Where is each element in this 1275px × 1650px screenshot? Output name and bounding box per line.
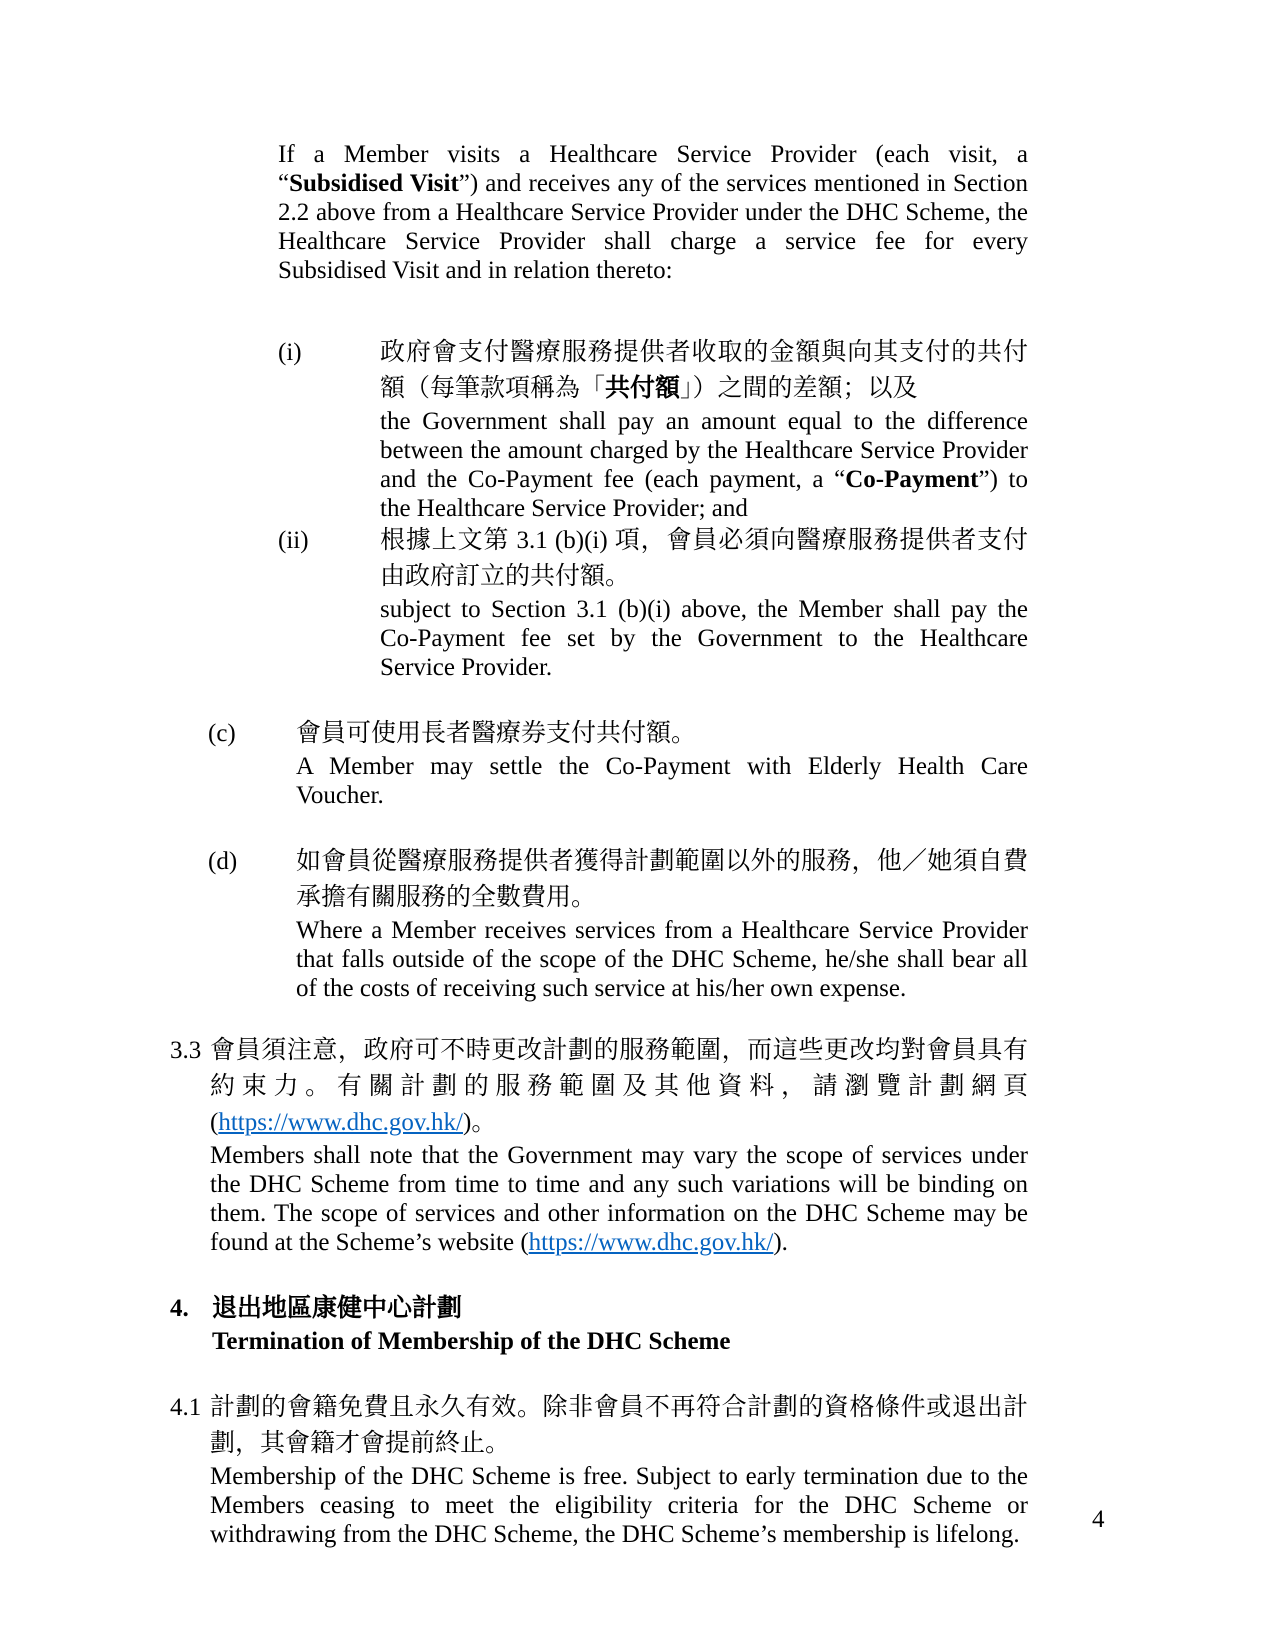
list-item-d-english: Where a Member receives services from a Healthcare Service Provider that falls outside of the scope of the DHC Scheme, he/she shall bear all of the costs of receiving such service at his/her own expense. [296,917,1028,1002]
section-4-title-chinese: 退出地區康健中心計劃 [212,1295,463,1322]
english-text: ). [773,1229,788,1256]
section-4-title-english: Termination of Membership of the DHC Scheme [212,1328,731,1355]
section-3-3-chinese [210,1033,1028,1141]
chinese-text: 政府會支付醫療服務提供者收取的金額與向其支付的共付額（每筆款項稱為「 [380,339,1028,402]
co-payment-term-en: Co-Payment [845,466,979,493]
english-text: the Government shall pay an amount equal to the difference between the amount charged by the Healthcare Service Provider and the Co-Payment fee (each payment, a “ [380,408,1028,493]
section-4-1-body [210,1390,1028,1549]
section-4-heading [170,1291,1028,1356]
list-item-ii-chinese: 根據上文第 3.1 (b)(i) 項，會員必須向醫療服務提供者支付由政府訂立的共付額。 [380,527,1028,590]
section-3-3-english [210,1141,1028,1257]
section-3-3 [170,1033,1028,1257]
dhc-website-link-en[interactable]: https://www.dhc.gov.hk/ [528,1229,774,1256]
list-item-i [278,335,1028,523]
english-text: Members shall note that the Government may vary the scope of services under the DHC Scheme from time to time and any such variations will be binding on them. The scope of services and other information on the DHC Scheme may be found at the Scheme’s website ( [210,1142,1028,1256]
chinese-text: )。 [463,1109,497,1136]
section-4-1-label: 4.1 [170,1394,202,1421]
list-item-c-chinese: 會員可使用長者醫療券支付共付額。 [296,720,697,747]
section-4-number: 4. [170,1295,189,1322]
list-item-d-label: (d) [208,848,238,875]
list-item-c-label: (c) [208,720,236,747]
list-item-c-english: A Member may settle the Co-Payment with Elderly Health Care Voucher. [296,753,1028,809]
list-item-i-body [380,335,1028,523]
list-item-ii [278,523,1028,682]
page-number: 4 [1092,1506,1105,1533]
list-item-c-body [296,716,1028,810]
list-item-ii-english: subject to Section 3.1 (b)(i) above, the Member shall pay the Co-Payment fee set by the Government to the Healthcare Service Provider. [380,596,1028,681]
list-item-d-chinese: 如會員從醫療服務提供者獲得計劃範圍以外的服務，他／她須自費承擔有關服務的全數費用。 [296,848,1028,911]
list-item-c [208,716,1028,810]
list-item-d-body [296,844,1028,1003]
list-item-ii-body [380,523,1028,682]
section-4-1-chinese: 計劃的會籍免費且永久有效。除非會員不再符合計劃的資格條件或退出計劃，其會籍才會提前終止。 [210,1394,1028,1457]
english-text: ”) to the Healthcare Service Provider; and [380,466,1028,522]
list-item-d [208,844,1028,1003]
list-item-ii-label: (ii) [278,527,309,554]
chinese-text: 會員須注意，政府可不時更改計劃的服務範圍，而這些更改均對會員具有約束力。有關計劃的服務範圍及其他資料，請瀏覽計劃網頁( [210,1037,1028,1136]
section-3-3-label: 3.3 [170,1037,202,1064]
section-3-3-body [210,1033,1028,1257]
section-4-heading-body [212,1291,1028,1356]
subsidised-visit-term: Subsidised Visit [289,170,459,197]
list-item-i-chinese [380,335,1028,407]
section-4-1 [170,1390,1028,1549]
co-payment-term-zh: 共付額 [605,375,681,402]
dhc-website-link-zh[interactable]: https://www.dhc.gov.hk/ [218,1109,463,1136]
intro-paragraph [278,140,1028,285]
list-item-i-english [380,407,1028,523]
section-4-1-english: Membership of the DHC Scheme is free. Subject to early termination due to the Members ceasing to meet the eligibility criteria for the DHC Scheme or withdrawing from the DHC Scheme, the DHC Scheme’s membership is lifelong. [210,1463,1028,1548]
chinese-text: 」）之間的差額；以及 [680,375,918,402]
intro-text-pre: If a Member visits a Healthcare Service Provider (each visit, a “ [278,141,1028,197]
list-item-i-label: (i) [278,339,302,366]
intro-text-post: ”) and receives any of the services mentioned in Section 2.2 above from a Healthcare Service Provider under the DHC Scheme, the Healthcare Service Provider shall charge a service fee for every Subsidised Visit and in relation thereto: [278,170,1028,284]
